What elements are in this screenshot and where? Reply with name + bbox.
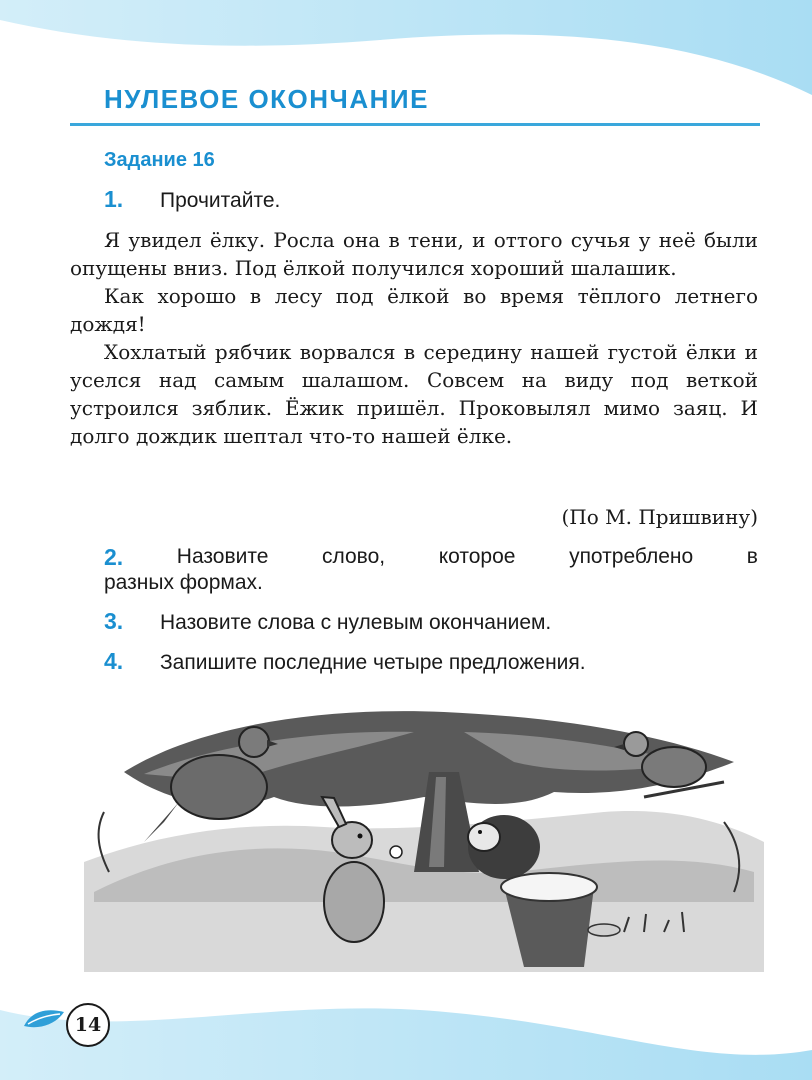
step-4 xyxy=(104,648,586,675)
page-number: 14 xyxy=(66,1003,110,1047)
reading-paragraph: Как хорошо в лесу под ёлкой во время тёплого летнего дождя! xyxy=(70,284,758,336)
forest-scene-illustration xyxy=(84,702,764,972)
step-2 xyxy=(104,543,758,571)
step-3 xyxy=(104,608,551,635)
reading-text xyxy=(70,226,758,450)
reading-paragraph: Хохлатый рябчик ворвался в середину нашей густой ёлки и уселся над самым шалашом. Совсем на виду под веткой устроился зяблик. Ёжик пришёл. Проковылял мимо заяц. И долго дождик шептал что-то нашей ёлке. xyxy=(70,340,758,448)
step-word: в xyxy=(746,545,758,568)
step-word: употреблено xyxy=(569,545,694,568)
step-text: Назовите слова с нулевым окончанием. xyxy=(160,611,552,634)
step-text-continued: разных формах. xyxy=(104,571,263,594)
text-source: (По М. Пришвину) xyxy=(561,505,758,529)
page-title: НУЛЕВОЕ ОКОНЧАНИЕ xyxy=(104,84,429,114)
step-word: слово, xyxy=(322,545,386,568)
step-1 xyxy=(104,186,280,213)
step-number: 3. xyxy=(104,608,124,634)
step-text: Запишите последние четыре предложения. xyxy=(160,651,586,674)
step-word: которое xyxy=(438,545,516,568)
step-text: Прочитайте. xyxy=(160,189,281,212)
step-number: 2. xyxy=(104,544,124,570)
step-number: 4. xyxy=(104,648,124,674)
leaf-icon xyxy=(22,1006,66,1032)
step-number: 1. xyxy=(104,186,124,212)
step-word: Назовите xyxy=(176,545,269,568)
reading-paragraph: Я увидел ёлку. Росла она в тени, и оттого сучья у неё были опущены вниз. Под ёлкой получился хороший шалашик. xyxy=(70,228,758,280)
title-divider xyxy=(70,123,760,126)
task-label: Задание 16 xyxy=(104,149,215,171)
